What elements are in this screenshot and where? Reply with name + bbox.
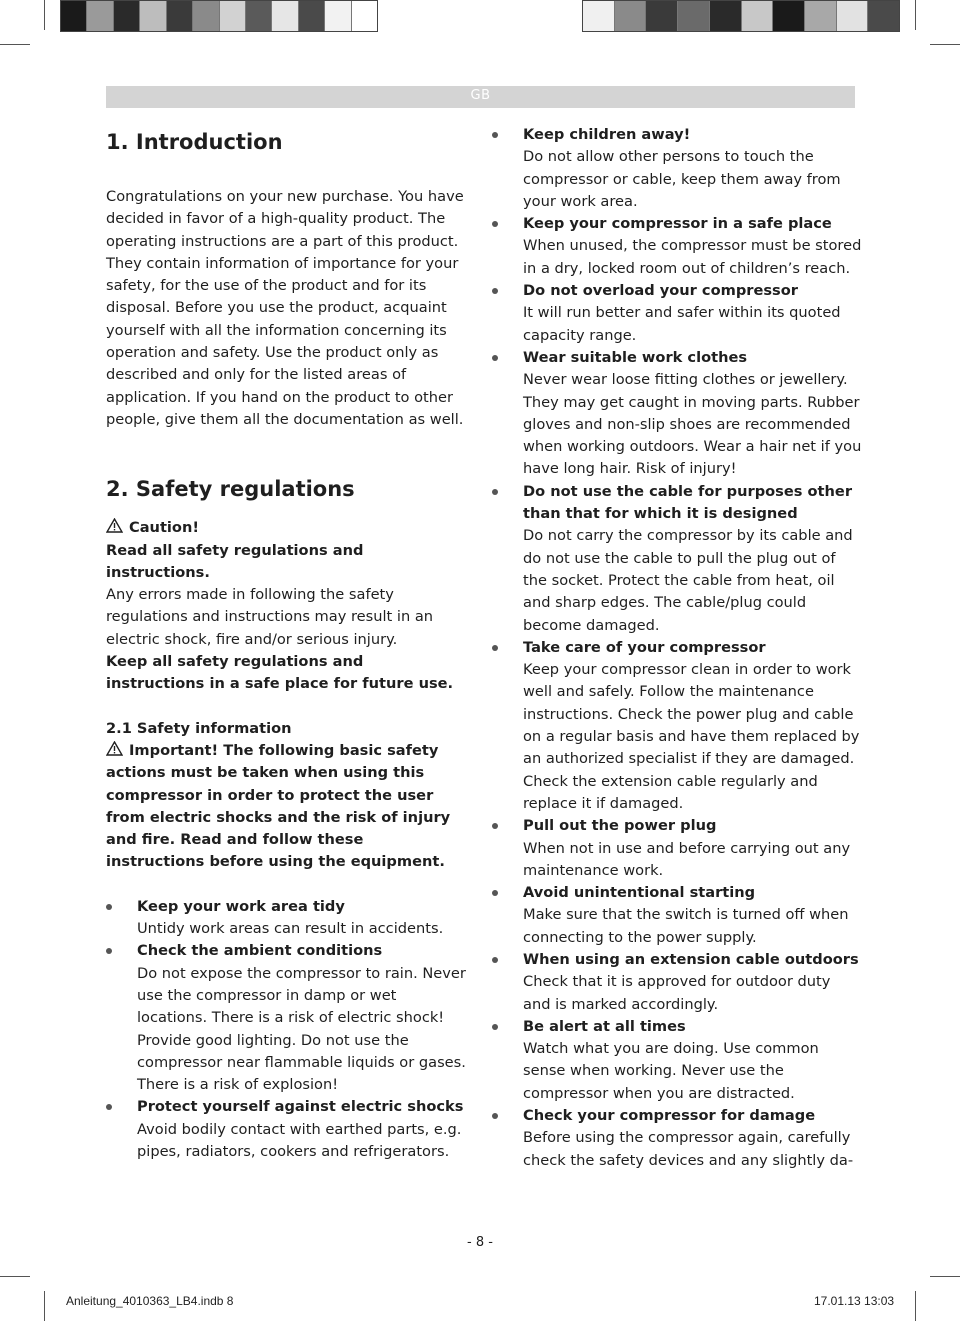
color-swatch (193, 1, 219, 31)
color-swatch (583, 1, 615, 31)
list-item (106, 940, 466, 1096)
crop-mark (44, 0, 45, 30)
right-bullet-list (492, 124, 862, 1172)
list-item (492, 815, 862, 882)
item-title: Keep your work area tidy (137, 897, 345, 915)
left-column (106, 124, 466, 1163)
item-title: Check your compressor for damage (523, 1107, 816, 1125)
important-body: The following basic safety actions must be taken when using this compressor in order to protect the user from electric shocks and the risk of injury and fire. Read and follow these instructions before using the equipment. (106, 741, 451, 871)
item-title: Protect yourself against electric shocks (137, 1098, 464, 1116)
item-text: Do not expose the compressor to rain. Never use the compressor in damp or wet locations. There is a risk of electric shock! Provide good lighting. Do not use the compressor near flammable liquids or gases. There is a risk of explosion! (137, 964, 466, 1094)
item-text: Do not carry the compressor by its cable and do not use the cable to pull the plug out of the socket. Protect the cable from heat, oil and sharp edges. The cable/plug could become damaged. (523, 527, 853, 634)
safety-heading: 2. Safety regulations (106, 477, 355, 502)
item-title: Be alert at all times (523, 1017, 686, 1035)
item-text: Check that it is approved for outdoor duty and is marked accordingly. (523, 973, 831, 1013)
caution-label: Caution! (129, 519, 199, 537)
color-swatch (615, 1, 647, 31)
item-text: Before using the compressor again, carefully check the safety devices and any slightly da- (523, 1129, 854, 1169)
list-item (492, 124, 862, 213)
language-header-band (106, 86, 855, 108)
item-title: Pull out the power plug (523, 817, 717, 835)
bullet-icon (106, 948, 112, 954)
bullet-icon (492, 489, 498, 495)
footer-file: Anleitung_4010363_LB4.indb 8 (66, 1294, 234, 1308)
list-item (492, 280, 862, 347)
caution-text: Read all safety regulations and instructions. (106, 541, 364, 581)
item-title: Keep your compressor in a safe place (523, 215, 832, 233)
bullet-icon (492, 1024, 498, 1030)
color-bar-left (60, 0, 378, 32)
color-swatch (352, 1, 377, 31)
item-text: Watch what you are doing. Use common sense when working. Never use the compressor when you are distracted. (523, 1040, 819, 1102)
color-swatch (773, 1, 805, 31)
color-swatch (61, 1, 87, 31)
color-swatch (646, 1, 678, 31)
warning-triangle-icon (106, 741, 123, 756)
item-title: When using an extension cable outdoors (523, 950, 859, 968)
crop-mark (930, 44, 960, 45)
color-swatch (678, 1, 710, 31)
color-swatch (742, 1, 774, 31)
color-swatch (299, 1, 325, 31)
crop-mark (915, 0, 916, 30)
color-swatch (710, 1, 742, 31)
bullet-icon (492, 355, 498, 361)
warning-triangle-icon (106, 518, 123, 533)
item-text: Keep your compressor clean in order to work well and safely. Follow the maintenance instructions. Check the power plug and cable on a regular basis and have them replaced by an authorized specialist if they are damaged. Check the extension cable regularly and replace it if damaged. (523, 661, 860, 812)
item-title: Avoid unintentional starting (523, 884, 756, 902)
important-label: Important! (129, 741, 219, 759)
crop-mark (930, 1276, 960, 1277)
color-swatch (246, 1, 272, 31)
bullet-icon (492, 1113, 498, 1119)
keep-text: Keep all safety regulations and instructions in a safe place for future use. (106, 653, 454, 693)
important-text (106, 740, 466, 874)
list-item (492, 1105, 862, 1172)
item-text: Make sure that the switch is turned off when connecting to the power supply. (523, 906, 849, 946)
item-title: Wear suitable work clothes (523, 348, 748, 366)
item-title: Take care of your compressor (523, 638, 766, 656)
intro-heading: 1. Introduction (106, 130, 283, 154)
list-item (492, 347, 862, 481)
bullet-icon (492, 645, 498, 651)
item-text: Avoid bodily contact with earthed parts, e.g. pipes, radiators, cookers and refrigerators. (137, 1120, 462, 1160)
bullet-icon (492, 890, 498, 896)
bullet-icon (492, 221, 498, 227)
color-swatch (272, 1, 298, 31)
safety-info-heading: 2.1 Safety information (106, 719, 292, 737)
bullet-icon (492, 823, 498, 829)
language-label: GB (470, 88, 491, 103)
bullet-icon (492, 132, 498, 138)
color-swatch (805, 1, 837, 31)
item-text: Never wear loose fitting clothes or jewellery. They may get caught in moving parts. Rubber gloves and non-slip shoes are recommended when working outdoors. Wear a hair net if you have long hair. Risk of injury! (523, 371, 862, 478)
right-column (492, 124, 862, 1172)
list-item (492, 1016, 862, 1105)
list-item (106, 1096, 466, 1163)
bullet-icon (492, 957, 498, 963)
list-item (492, 481, 862, 637)
list-item (106, 896, 466, 941)
crop-mark (0, 1276, 30, 1277)
item-title: Check the ambient conditions (137, 942, 383, 960)
list-item (492, 213, 862, 280)
bullet-icon (106, 1104, 112, 1110)
item-text: Untidy work areas can result in accidents. (137, 920, 444, 938)
color-bar-right (582, 0, 900, 32)
list-item (492, 637, 862, 815)
color-swatch (220, 1, 246, 31)
color-swatch (325, 1, 351, 31)
item-text: It will run better and safer within its quoted capacity range. (523, 304, 841, 344)
color-swatch (140, 1, 166, 31)
footer-date: 17.01.13 13:03 (814, 1294, 895, 1308)
color-swatch (837, 1, 869, 31)
item-title: Do not use the cable for purposes other than that for which it is designed (523, 482, 853, 523)
item-text: Do not allow other persons to touch the compressor or cable, keep them away from your work area. (523, 148, 841, 210)
color-swatch (87, 1, 113, 31)
item-text: When unused, the compressor must be stored in a dry, locked room out of children’s reach. (523, 237, 862, 277)
crop-mark (0, 44, 30, 45)
left-bullet-list (106, 896, 466, 1164)
crop-mark (44, 1291, 45, 1321)
errors-text: Any errors made in following the safety regulations and instructions may result in an electric shock, fire and/or serious injury. (106, 586, 434, 648)
crop-mark (915, 1291, 916, 1321)
color-swatch (167, 1, 193, 31)
color-swatch (868, 1, 899, 31)
list-item (492, 882, 862, 949)
item-title: Keep children away! (523, 126, 691, 143)
bullet-icon (492, 288, 498, 294)
bullet-icon (106, 904, 112, 910)
list-item (492, 949, 862, 1016)
item-title: Do not overload your compressor (523, 282, 798, 300)
page-number: - 8 - (467, 1235, 493, 1250)
item-text: When not in use and before carrying out any maintenance work. (523, 839, 851, 879)
color-swatch (114, 1, 140, 31)
intro-paragraph: Congratulations on your new purchase. You have decided in favor of a high-quality product. The operating instructions are a part of this product. They contain information of importance for your safety, for the use of the product and for its disposal. Before you use the product, acquaint yourself with all the information concerning its operation and safety. Use the product only as described and only for the listed areas of application. If you hand on the product to other people, give them all the documentation as well. (106, 188, 464, 428)
caution-line (106, 517, 466, 539)
